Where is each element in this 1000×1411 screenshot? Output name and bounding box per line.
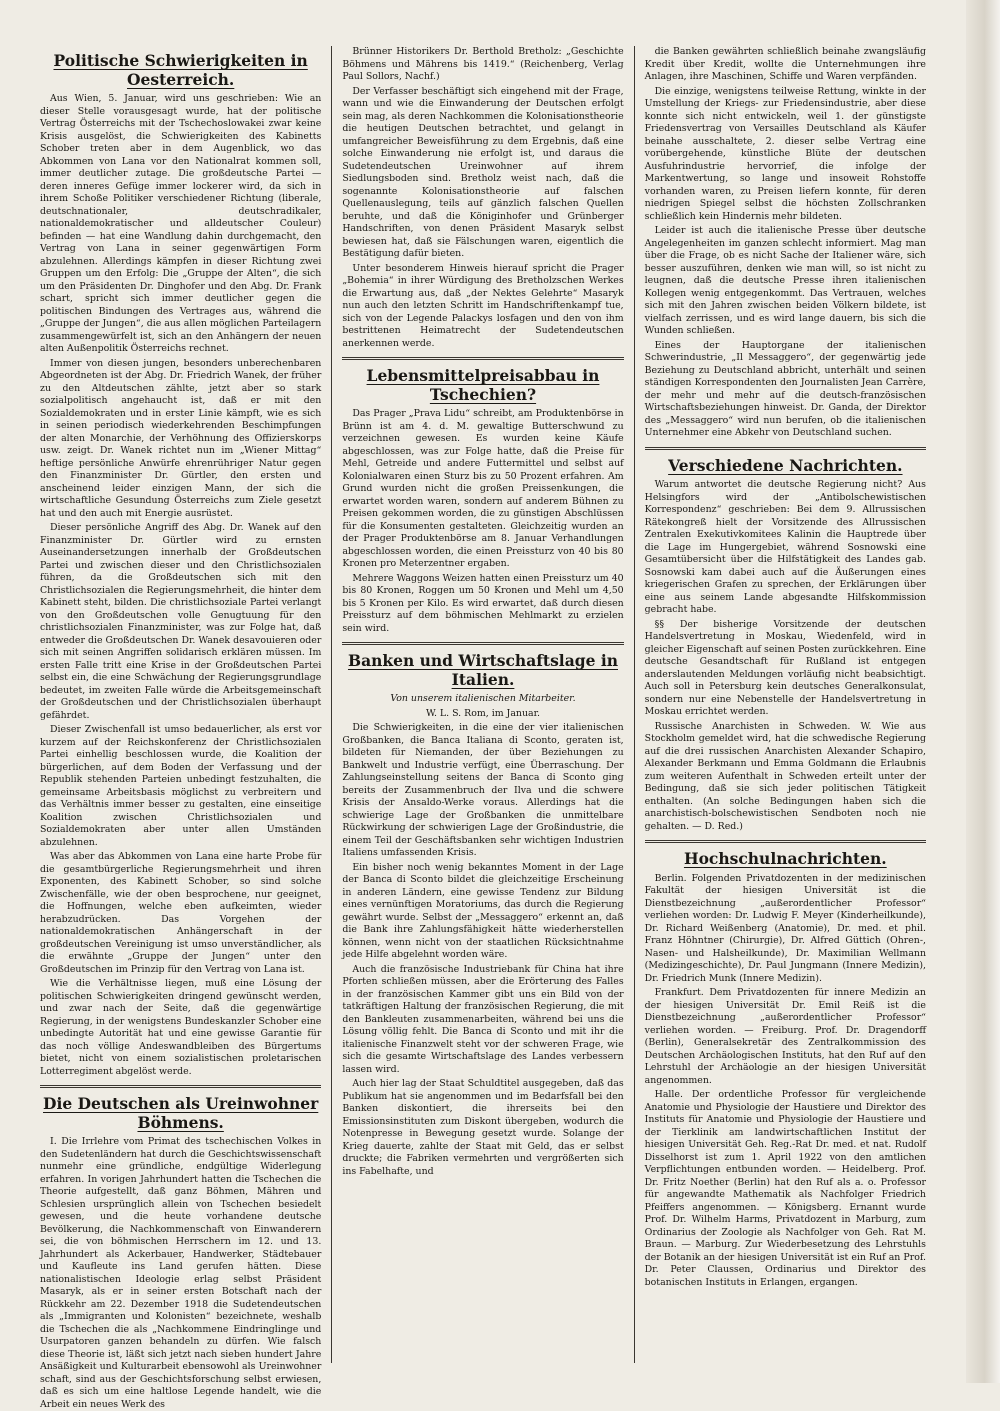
headline-banken-italien: Banken und Wirtschaftslage in Italien.	[347, 651, 618, 689]
divider	[645, 447, 926, 450]
paragraph: Leider ist auch die italienische Presse über deutsche Angelegenheiten im ganzen schlecht informiert. Mag man über die Frage, ob es nicht Sache der Italiener wäre, sich besser auszuführen, denken wie man will, so ist nicht zu leugnen, daß die deutsche Presse ihren italienischen Kollegen wenig entgegenkommt. Das Vertrauen, welches sich mit den Jahren zwischen beiden Völkern bildete, ist vielfach zerrissen, und es wird lange dauern, bis sich die Wunden schließen.	[644, 225, 926, 336]
dateline: W. L. S. Rom, im Januar.	[425, 707, 541, 719]
column-3	[635, 46, 936, 1363]
divider	[645, 840, 926, 843]
paragraph: Der Verfasser beschäftigt sich eingehend mit der Frage, wann und wie die Einwanderung der Deutschen erfolgt sein mag, als deren Nachkommen die Kolonisationstheorie die heutigen Deutschen betrachtet, und gelangt in umfangreicher Beweisführung zu dem Ergebnis, daß eine solche Einwanderung nie erfolgt ist, und daraus die Sudetendeutschen Ureinwohner auf ihrem Siedlungsboden sind. Bretholz weist nach, daß die sogenannte Kolonisationstheorie auf falschen Quellenauslegung, teils auf gänzlich falschen Quellen beruhte, und daß die Königinhofer und Grünberger Handschriften, von denen Präsident Masaryk selbst bewiesen hat, daß sie Fälschungen waren, eigentlich die Bestätigung dafür bieten.	[342, 85, 624, 259]
paragraph: Frankfurt. Dem Privatdozenten für innere Medizin an der hiesigen Universität Dr. Emil Reiß ist die Dienstbezeichnung „außerordentlicher Professor“ verliehen worden. — Freiburg. Prof. Dr. Dragendorff (Berlin), Generalsekretär des Zentralkommission des Deutschen Archäologischen Instituts, hat den Ruf auf den Lehrstuhl der Archäologie an der hiesigen Universität angenommen.	[644, 987, 926, 1086]
paragraph: Wie die Verhältnisse liegen, muß eine Lösung der politischen Schwierigkeiten dringend gewünscht werden, und zwar nach der Seite, daß die gegenwärtige Regierung, in der wenigstens Bundeskanzler Schober eine unbedingte Autorität hat und eine gewisse Garantie für das noch völlige Andeswandbleiben des Bürgertums bietet, nicht von einem sozialistischen proletarischen Lotterregiment abgelöst werde.	[40, 978, 322, 1077]
headline-hochschulnachrichten: Hochschulnachrichten.	[683, 849, 887, 869]
headline-lebensmittel: Lebensmittelpreisabbau in Tschechien?	[366, 366, 600, 404]
paragraph: Auch die französische Industriebank für China hat ihre Pforten schließen müssen, aber die Erörterung des Falles in der französischen Kammer gibt uns ein Bild von der tatkräftigen Haltung der französischen Regierung, die mit den Bankleuten zusammenarbeiten, während bei uns die Lösung völlig fehlt. Die Banca di Sconto und mit ihr die italienische Finanzwelt steht vor der schweren Frage, wie sich die gesamte Wirtschaftslage des Landes verbessern lassen wird.	[342, 963, 624, 1075]
paragraph: I. Die Irrlehre vom Primat des tschechischen Volkes in den Sudetenländern hat durch die Geschichtswissenschaft nunmehr eine gründliche, endgültige Widerlegung erfahren. In vorigen Jahrhundert hatten die Tschechen die Theorie aufgestellt, daß ganz Böhmen, Mähren und Schlesien ursprünglich allein von Tschechen besiedelt gewesen, und die heute vorhandene deutsche Bevölkerung, die Nachkommenschaft von Einwanderern sei, die von böhmischen Herrschern im 12. und 13. Jahrhundert als Ackerbauer, Handwerker, Städtebauer und Kaufleute ins Land gerufen hätten. Diese nationalistischen Ideologie erlag selbst Präsident Masaryk, als er in seiner ersten Botschaft nach der Rückkehr am 22. Dezember 1918 die Sudetendeutschen als „Immigranten und Kolonisten“ bezeichnete, weshalb die Tschechen die als „Nachkommene Eindringlinge und Usurpatoren ganzen behandeln zu dürfen. Wie falsch diese Theorie ist, läßt sich jetzt nach sieben hundert Jahre Ansäßigkeit und Kulturarbeit ebensowohl als Ureinwohner schaft, sind aus der Geschichtsforschung selbst erwiesen, daß es sich um eine haltlose Legende handelt, wie die Arbeit ein neues Werk des	[40, 1136, 322, 1410]
paragraph: Das Prager „Prava Lidu“ schreibt, am Produktenbörse in Brünn ist am 4. d. M. gewaltige Butterschwund zu verzeichnen gewesen. Es wurden keine Käufe abgeschlossen, was zur Folge hatte, daß die Preise für Mehl, Getreide und andere Futtermittel und selbst auf Kolonialwaren einen Sturz bis zu 50 Prozent erfahren. Am Grund wurden nicht die großen Preissenkungen, die erwartet worden waren, sondern auf anderem Bühnen zu Preisen gekommen worden, die zu günstigen Abschlüssen für die Konsumenten gestalteten. Gleichzeitig wurden an der Prager Produktenbörse am 8. Januar Verhandlungen abgeschlossen worden, die einen Preissturz von 40 bis 80 Kronen pro Meterzentner ergaben.	[342, 408, 624, 570]
paragraph: Immer von diesen jungen, besonders unberechenbaren Abgeordneten ist der Abg. Dr. Friedrich Wanek, der früher zu den Altdeutschen zählte, jetzt aber so stark sozialpolitisch angehaucht ist, daß er mit den Sozialdemokraten und in erster Linie kämpft, wie es sich in seinen periodisch wiederkehrenden Beschimpfungen der alten Monarchie, der Verhöhnung des Offizierskorps usw. zeigt. Dr. Wanek richtet nun im „Wiener Mittag“ heftige persönliche Anwürfe ehrenrühriger Natur gegen den Finanzminister Dr. Gürtler, den ersten und anscheinend leider einzigen Mann, der sich die wirtschaftliche Gesundung Österreichs zum Ziele gesetzt hat und den auch mit Energie ausrüstet.	[40, 357, 322, 519]
paragraph: Mehrere Waggons Weizen hatten einen Preissturz um 40 bis 80 Kronen, Roggen um 50 Kronen und Mehl um 4,50 bis 5 Kronen per Kilo. Es wird erwartet, daß durch diesen Preissturz auf dem böhmischen Mehlmarkt zu erzielen sein wird.	[342, 572, 624, 634]
divider	[342, 642, 623, 645]
paragraph: Auch hier lag der Staat Schuldtitel ausgegeben, daß das Publikum hat sie angenommen und im Bedarfsfall bei den Banken diskontiert, die ihrerseits bei den Emissionsinstituten zum Diskont übergeben, wodurch die Notenpresse in Bewegung gesetzt wurde. Solange der Krieg dauerte, zahlte der Staat mit Geld, das er selbst druckte; die Fabriken vermehrten und vergrößerten sich ins Fabelhafte, und	[342, 1078, 624, 1177]
paragraph: Unter besonderem Hinweis hierauf spricht die Prager „Bohemia“ in ihrer Würdigung des Bretholzschen Werkes die Erwartung aus, daß „der Nektes Gelehrte“ Masaryk nun auch den letzten Schritt im Handschriftenkampf tue, sich von der Legende Palackys losfagen und den von ihm bestrittenen Heimatrecht der Sudetendeutschen anerkennen werde.	[342, 262, 624, 349]
headline-oesterreich: Politische Schwierigkeiten in Oesterreich.	[53, 51, 308, 89]
paragraph: Warum antwortet die deutsche Regierung nicht? Aus Helsingfors wird der „Antibolschewistischen Korrespondenz“ geschrieben: Bei dem 9. Allrussischen Rätekongreß hielt der Vorsitzende des Allrussischen Zentralen Exekutivkomitees Kalinin die Hauptrede über die Lage im Hungergebiet, während Sosnowski eine Gesamtübersicht über die Hilfstätigkeit des Landes gab. Sosnowski kam dabei auch auf die Äußerungen eines kriegerischen Grafen zu sprechen, der Erklärungen über eine aus seinem Lande abgesandte Hilfskommission gebracht habe.	[644, 479, 926, 616]
column-2	[332, 46, 634, 1363]
page-edge	[966, 0, 1000, 1383]
paragraph: Die Schwierigkeiten, in die eine der vier italienischen Großbanken, die Banca Italiana di Sconto, geraten ist, bildeten für Niemanden, der über Beziehungen zu Bankwelt und Industrie verfügt, eine Überraschung. Der Zahlungseinstellung seitens der Banca di Sconto ging bereits der Zusammenbruch der Ilva und die schwere Krisis der Ansaldo-Werke voraus. Allerdings hat die schwierige Lage der Großbanken die unmittelbare Rückwirkung der schwierigen Lage der Großindustrie, die einem Teil der Geschäftsbanken sehr wichtigen Industrien Italiens umfassenden Krisis.	[342, 722, 624, 859]
paragraph: Dieser Zwischenfall ist umso bedauerlicher, als erst vor kurzem auf der Reichskonferenz der Christlichsozialen Partei einhellig beschlossen wurde, die Koalition der bürgerlichen, auf dem Boden der Verfassung und der Republik stehenden Parteien unbedingt festzuhalten, die gemeinsame Arbeitsbasis möglichst zu verbreitern und das Verhältnis immer besser zu gestalten, eine einseitige Koalition zwischen Christlichsozialen und Sozialdemokraten aber unter allen Umständen abzulehnen.	[40, 724, 322, 848]
paragraph: Was aber das Abkommen von Lana eine harte Probe für die gesamtbürgerliche Regierungsmehrheit und ihren Exponenten, des Kabinett Schober, so sind solche Zwischenfälle, wie der oben besprochene, nur geeignet, die Hoffnungen, welche eben aufkeimten, wieder herabzudrücken. Das Vorgehen der nationaldemokratischen Anhängerschaft in der großdeutschen Vereinigung ist umso unverständlicher, als die erwähnte „Gruppe der Jungen“ unter den Großdeutschen im Prinzip für den Vertrag von Lana ist.	[40, 851, 322, 975]
paragraph: Ein bisher noch wenig bekanntes Moment in der Lage der Banca di Sconto bildet die gleichzeitige Erscheinung in anderen Ländern, eine gewisse Tendenz zur Bildung eines vernünftigen Moratoriums, das durch die Regierung gewährt wurde. Selbst der „Messaggero“ erkennt an, daß die Bank ihre Zahlungsfähigkeit hätte wiederherstellen können, wenn nicht von der staatlichen Rücksichtnahme jede Hilfe abgelehnt worden wäre.	[342, 861, 624, 961]
paragraph: Aus Wien, 5. Januar, wird uns geschrieben: Wie an dieser Stelle vorausgesagt wurde, hat der politische Vertrag Österreichs mit der Tschechoslowakei zwar keine Krisis ausgelöst, die Schwierigkeiten des Kabinetts Schober treten aber in dem Augenblick, wo das Abkommen von Lana vor den Nationalrat kommen soll, immer deutlicher zutage. Die großdeutsche Partei — deren inneres Gefüge immer lockerer wird, da sich in ihrem Schoße Politiker verschiedener Richtung (liberale, deutschnationaler, deutschradikaler, nationaldemokratischer und alldeutscher Couleur) befinden — hat eine Wandlung dahin durchgemacht, den Vertrag von Lana in seiner gegenwärtigen Form abzulehnen. Allerdings kämpfen in dieser Richtung zwei Gruppen um den Erfolg: Die „Gruppe der Alten“, die sich um den Präsidenten Dr. Dinghofer und den Abg. Dr. Frank schart, spricht sich immer deutlicher gegen die politischen Bindungen des Vertrages aus, während die „Gruppe der Jungen“, die aus allen möglichen Parteilagern zusammengewürfelt ist, sich an den Anhängern der neuen alten Außenpolitik Österreichs rechnet.	[40, 93, 322, 355]
headline-ureinwohner: Die Deutschen als Ureinwohner Böhmens.	[43, 1094, 319, 1132]
headline-verschiedene-nachrichten: Verschiedene Nachrichten.	[668, 455, 903, 475]
paragraph: Eines der Hauptorgane der italienischen Schwerindustrie, „Il Messaggero“, der gegenwärtig jede Beziehung zu Deutschland abbricht, unterhält und seinen ständigen Korrespondenten den Journalisten Jean Carrère, der mehr und mehr auf die deutsch-französischen Wirtschaftsbeziehungen hinweist. Dr. Ganda, der Direktor des „Messaggero“ wird nun berufen, ob die italienischen Unternehmer eine Abkehr von Deutschland suchen.	[644, 339, 926, 438]
divider	[40, 1085, 321, 1088]
divider	[342, 357, 623, 360]
byline: Von unserem italienischen Mitarbeiter.	[390, 693, 576, 705]
paragraph: Dieser persönliche Angriff des Abg. Dr. Wanek auf den Finanzminister Dr. Gürtler wird zu ernsten Auseinandersetzungen innerhalb der Großdeutschen Partei und zwischen dieser und den Christlichsozialen führen, da die Großdeutschen sich mit den Christlichsozialen die Regierungsmehrheit, die hinter dem Kabinett steht, bilden. Die christlichsoziale Partei verlangt von den Großdeutschen volle Genugtuung für den christlichsozialen Finanzminister, was zur Folge hat, daß entweder die Großdeutschen Dr. Wanek desavouieren oder sich mit seinen Angriffen solidarisch erklären müssen. Im ersten Falle tritt eine Krise in der Großdeutschen Partei selbst ein, die eine Schwächung der Regierungsgrundlage bedeutet, im zweiten Falle würde die Arbeitsgemeinschaft der Großdeutschen und der Christlichsozialen überhaupt gefährdet.	[40, 522, 322, 721]
paragraph: Russische Anarchisten in Schweden. W. Wie aus Stockholm gemeldet wird, hat die schwedische Regierung auf die drei russischen Anarchisten Alexander Schapiro, Alexander Berkmann und Emma Goldmann die Erlaubnis zum weiteren Aufenthalt in Schweden erteilt unter der Bedingung, daß sie sich jeder politischen Tätigkeit enthalten. (An solche Bedingungen haben sich die anarchistisch-bolschewistischen Sendboten noch nie gehalten. — D. Red.)	[644, 720, 926, 832]
paragraph: Die einzige, wenigstens teilweise Rettung, winkte in der Umstellung der Kriegs- zur Friedensindustrie, aber diese konnte sich nicht entwickeln, weil 1. der günstigste Friedensvertrag von Versailles Deutschland als Käufer beinahe ausschaltete, 2. dieser selbe Vertrag eine vorübergehende, künstliche Blüte der deutschen Ausfuhrindustrie hervorrief, die infolge der Markentwertung, so lange und insoweit Rohstoffe vorhanden waren, zu Preisen liefern konnte, für deren niedrigen Spiegel selbst die höchsten Zollschranken schließlich kein Hindernis mehr bildeten.	[644, 85, 926, 222]
column-1	[30, 46, 332, 1410]
paragraph: Halle. Der ordentliche Professor für vergleichende Anatomie und Physiologie der Haustiere und Direktor des Instituts für Anatomie und Physiologie der Haustiere und der Tierklinik am landwirtschaftlichen Institut der hiesigen Universität Geh. Reg.-Rat Dr. med. et nat. Rudolf Disselhorst ist zum 1. April 1922 von den amtlichen Verpflichtungen entbunden worden. — Heidelberg. Prof. Dr. Fritz Noether (Berlin) hat den Ruf als a. o. Professor für angewandte Mathematik als Nachfolger Friedrich Pfeiffers angenommen. — Königsberg. Ernannt wurde Prof. Dr. Wilhelm Harms, Privatdozent in Marburg, zum Ordinarius der Zoologie als Nachfolger von Geh. Rat M. Braun. — Marburg. Zur Wiederbesetzung des Lehrstuhls der Botanik an der hiesigen Universität ist ein Ruf an Prof. Dr. Peter Claussen, Ordinarius und Direktor des botanischen Instituts in Erlangen, ergangen.	[644, 1089, 926, 1288]
paragraph: Brünner Historikers Dr. Berthold Bretholz: „Geschichte Böhmens und Mährens bis 1419.“ (Reichenberg, Verlag Paul Sollors, Nachf.)	[342, 46, 624, 82]
paragraph: Berlin. Folgenden Privatdozenten in der medizinischen Fakultät der hiesigen Universität ist die Dienstbezeichnung „außerordentlicher Professor“ verliehen worden: Dr. Ludwig F. Meyer (Kinderheilkunde), Dr. Richard Weißenberg (Anatomie), Dr. med. et phil. Franz Höhntner (Chirurgie), Dr. Alfred Güttich (Ohren-, Nasen- und Halsheilkunde), Dr. Maximilian Wellmann (Medizingeschichte), Dr. Paul Jungmann (Innere Medizin), Dr. Friedrich Munk (Innere Medizin).	[644, 872, 926, 984]
paragraph: §§ Der bisherige Vorsitzende der deutschen Handelsvertretung in Moskau, Wiedenfeld, wird in gleicher Eigenschaft auf seinen Posten zurückkehren. Eine deutsche Gesandtschaft für Rußland ist entgegen anderslautenden Meldungen vorläufig nicht beabsichtigt. Auch soll in Petersburg kein deutsches Generalkonsulat, sondern nur eine Nebenstelle der Handelsvertretung in Moskau errichtet werden.	[644, 618, 926, 718]
paragraph: die Banken gewährten schließlich beinahe zwangsläufig Kredit über Kredit, wollte die Unternehmungen ihre Anlagen, ihre Maschinen, Schiffe und Waren verpfänden.	[644, 46, 926, 82]
